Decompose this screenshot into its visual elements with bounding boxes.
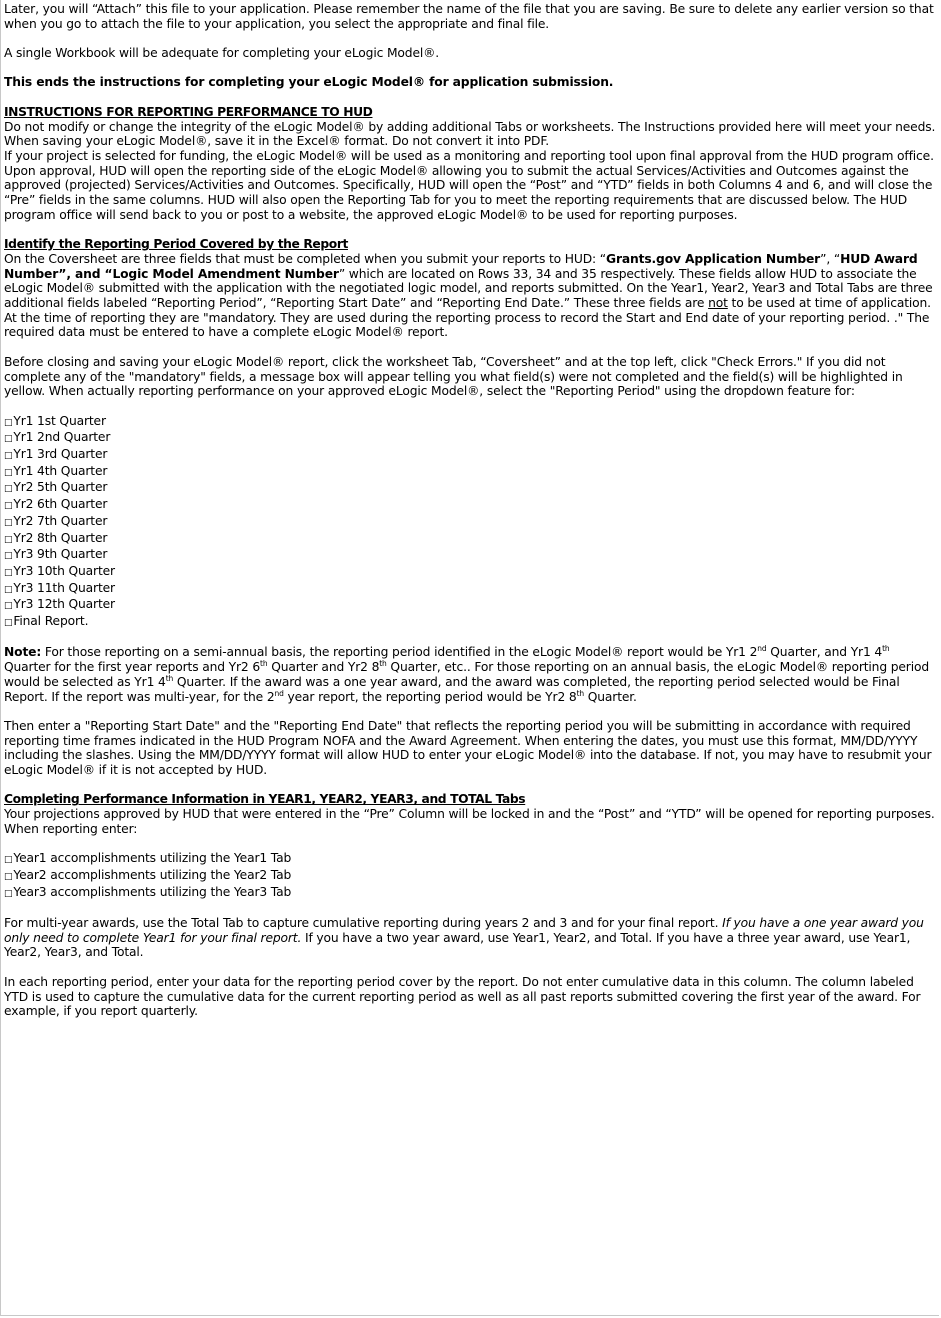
list-item: □ Yr3 11th Quarter xyxy=(4,581,938,598)
note-paragraph: Note: For those reporting on a semi-annual basis, the reporting period identified in the eLogic Model® report would be Yr1 2nd Quarter, and Yr1 4th Quarter for the first year reports and Yr2 6th Quarter and Yr2 8th Quarter, etc.. For those reporting on an annual basis, the eLogic Model® reporting period would be selected as Yr1 4th Quarter. If the award was a one year award, and the award was completed, the reporting period selected would be Final Report. If the report was multi-year, for the 2nd year report, the reporting period would be Yr2 8th Quarter. xyxy=(4,644,930,704)
list-item: □ Year3 accomplishments utilizing the Year3 Tab xyxy=(4,885,938,902)
period-paragraph-1: On the Coversheet are three fields that must be completed when you submit your reports to HUD: “Grants.gov Application Number”, “HUD Award Number”, and “Logic Model Amendment Number” which are located on Rows 33, 34 and 35 respectively. These fields allow HUD to associate the eLogic Model® submitted with the application with the negotiated logic model, and reports submitted. On the Year1, Year2, Year3 and Total Tabs are three additional fields labeled “Reporting Period”, “Reporting Start Date” and “Reporting End Date.” These three fields are not to be used at time of application. At the time of reporting they are "mandatory. They are used during the reporting process to record the Start and End date of your reporting period. ." The required data must be entered to have a complete eLogic Model® report. xyxy=(4,251,933,340)
list-item: □ Yr1 2nd Quarter xyxy=(4,430,938,447)
list-item: □ Yr2 6th Quarter xyxy=(4,497,938,514)
list-item: □ Yr2 8th Quarter xyxy=(4,531,938,548)
performance-heading: Completing Performance Information in YEAR1, YEAR2, YEAR3, and TOTAL Tabs xyxy=(4,792,526,807)
quarter-list xyxy=(4,414,938,631)
reporting-heading: INSTRUCTIONS FOR REPORTING PERFORMANCE TO HUD xyxy=(4,104,373,119)
single-workbook-note: A single Workbook will be adequate for completing your eLogic Model®. xyxy=(4,46,440,61)
reporting-paragraph-1: Do not modify or change the integrity of the eLogic Model® by adding additional Tabs or worksheets. The Instructions provided here will meet your needs. When saving your eLogic Model®, save it in the Excel® format. Do not convert it into PDF. xyxy=(4,119,936,149)
list-item: □ Yr3 12th Quarter xyxy=(4,597,938,614)
attach-instructions: Later, you will “Attach” this file to your application. Please remember the name of the file that you are saving. Be sure to delete any earlier version so that when you go to attach the file to your application, you select the appropriate and final file. xyxy=(4,2,934,31)
year-list xyxy=(4,851,938,901)
period-paragraph-2: Before closing and saving your eLogic Model® report, click the worksheet Tab, “Coversheet” and at the top left, click "Check Errors." If you did not complete any of the "mandatory" fields, a message box will appear telling you what field(s) were not completed and the field(s) will be highlighted in yellow. When actually reporting performance on your approved eLogic Model®, select the "Reporting Period" using the dropdown feature for: xyxy=(4,354,903,399)
list-item: □ Yr2 5th Quarter xyxy=(4,480,938,497)
list-item: □ Yr3 10th Quarter xyxy=(4,564,938,581)
list-item: □ Yr3 9th Quarter xyxy=(4,547,938,564)
list-item: □ Yr1 4th Quarter xyxy=(4,464,938,481)
list-item: □ Year2 accomplishments utilizing the Year2 Tab xyxy=(4,868,938,885)
performance-paragraph-3: In each reporting period, enter your data for the reporting period cover by the report. Do not enter cumulative data in this column. The column labeled YTD is used to capture the cumulative data for the current reporting period as well as all past reports submitted covering the first year of the award. For example, if you report quarterly. xyxy=(4,974,921,1019)
list-item: □ Final Report. xyxy=(4,614,938,631)
instructions-document xyxy=(4,2,938,1019)
performance-paragraph-1: Your projections approved by HUD that were entered in the “Pre” Column will be locked in and the “Post” and “YTD” will be opened for reporting purposes. When reporting enter: xyxy=(4,807,935,836)
period-heading: Identify the Reporting Period Covered by the Report xyxy=(4,237,348,252)
list-item: □ Yr2 7th Quarter xyxy=(4,514,938,531)
end-of-instructions: This ends the instructions for completing your eLogic Model® for application submission. xyxy=(4,75,614,90)
reporting-paragraph-2: If your project is selected for funding, the eLogic Model® will be used as a monitoring and reporting tool upon final approval from the HUD program office. Upon approval, HUD will open the reporting side of the eLogic Model® allowing you to submit the actual Services/Activities and Outcomes against the approved (projected) Services/Activities and Outcomes. Specifically, HUD will open the “Post” and “YTD” fields in both Columns 4 and 6, and will close the “Pre” fields in the same columns. HUD will also open the Reporting Tab for you to meet the reporting requirements that are discussed below. The HUD program office will send back to you or post to a website, the approved eLogic Model® to be used for reporting purposes. xyxy=(4,148,934,222)
list-item: □ Year1 accomplishments utilizing the Year1 Tab xyxy=(4,851,938,868)
list-item: □ Yr1 3rd Quarter xyxy=(4,447,938,464)
performance-paragraph-2: For multi-year awards, use the Total Tab to capture cumulative reporting during years 2 and 3 and for your final report. If you have a one year award you only need to complete Year1 for your final report. If you have a two year award, use Year1, Year2, and Total. If you have a three year award, use Year1, Year2, Year3, and Total. xyxy=(4,916,924,960)
dates-paragraph: Then enter a "Reporting Start Date" and the "Reporting End Date" that reflects the reporting period you will be submitting in accordance with required reporting time frames indicated in the HUD Program NOFA and the Award Agreement. When entering the dates, you must use this format, MM/DD/YYYY including the slashes. Using the MM/DD/YYYY format will allow HUD to enter your eLogic Model® into the database. If not, you may have to resubmit your eLogic Model® if it is not accepted by HUD. xyxy=(4,718,932,778)
list-item: □ Yr1 1st Quarter xyxy=(4,414,938,431)
